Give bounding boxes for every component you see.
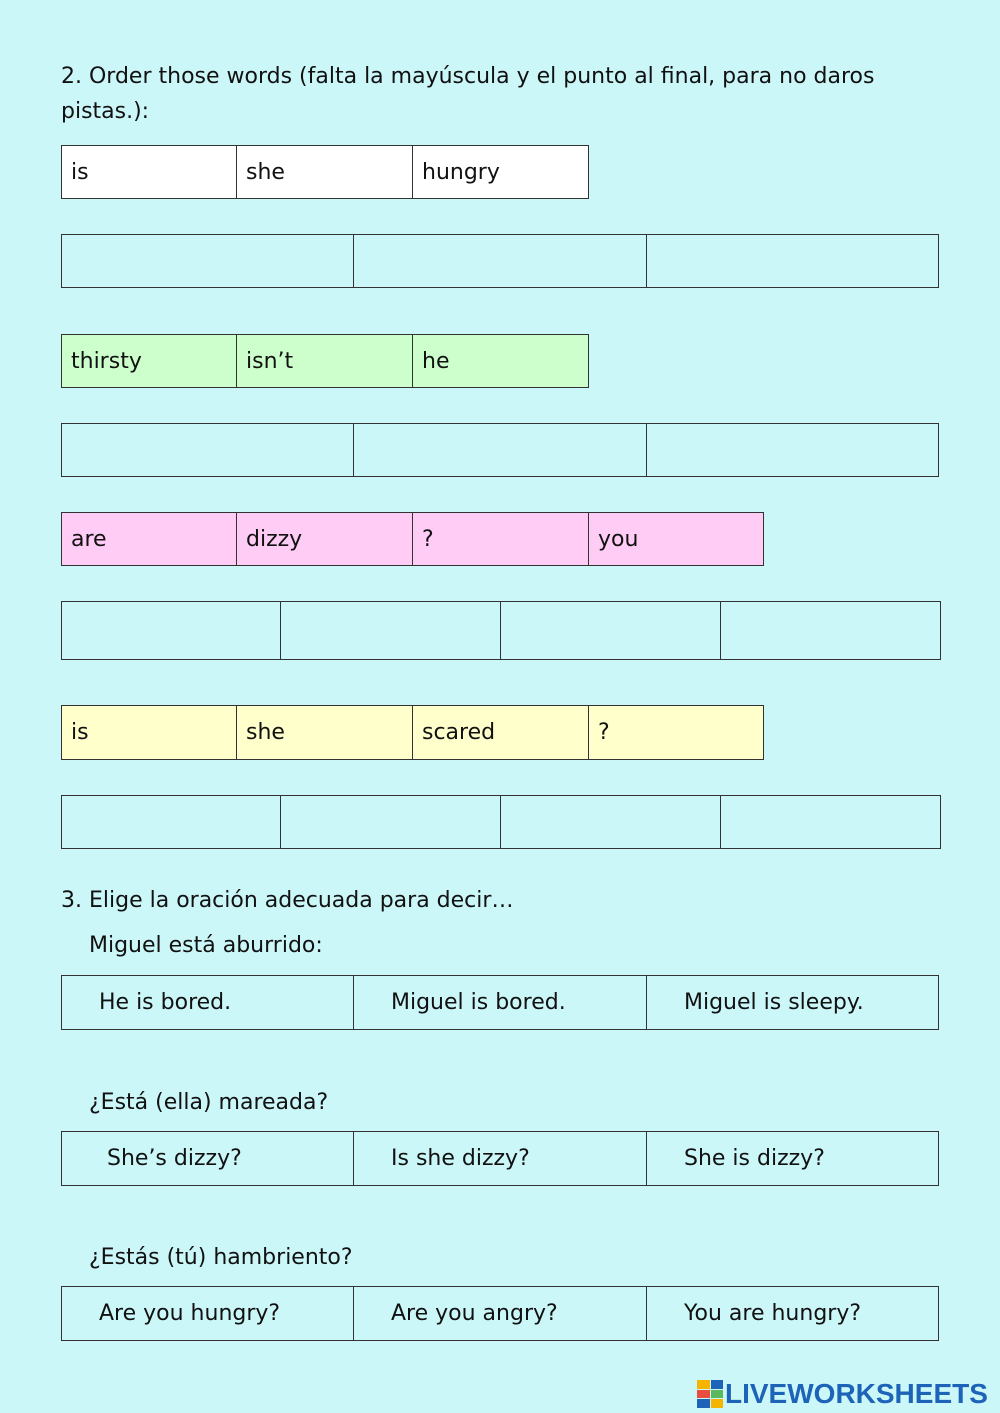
option-button[interactable]: She is dizzy?: [646, 1131, 939, 1186]
word-tile[interactable]: you: [588, 512, 764, 566]
word-row-2: [61, 334, 589, 388]
word-tile[interactable]: dizzy: [236, 512, 413, 566]
answer-slot[interactable]: [61, 795, 281, 849]
answer-slot[interactable]: [61, 423, 354, 477]
answer-row-4: [61, 795, 941, 849]
answer-slot[interactable]: [500, 601, 721, 660]
answer-slot[interactable]: [646, 234, 939, 288]
word-row-3: [61, 512, 764, 566]
word-row-1: [61, 145, 589, 199]
liveworksheets-brand: LIVEWORKSHEETS: [725, 1378, 988, 1409]
word-row-4: [61, 705, 764, 760]
answer-slot[interactable]: [353, 234, 647, 288]
answer-slot[interactable]: [500, 795, 721, 849]
word-tile[interactable]: thirsty: [61, 334, 237, 388]
answer-slot[interactable]: [280, 601, 501, 660]
word-tile[interactable]: is: [61, 145, 237, 199]
answer-slot[interactable]: [353, 423, 647, 477]
option-button[interactable]: She’s dizzy?: [61, 1131, 354, 1186]
answer-row-2: [61, 423, 939, 477]
option-button[interactable]: Are you angry?: [353, 1286, 647, 1341]
section-2-heading-line1: 2. Order those words (falta la mayúscula y el punto al final, para no daros: [61, 64, 875, 89]
word-tile[interactable]: he: [412, 334, 589, 388]
answer-row-1: [61, 234, 939, 288]
answer-slot[interactable]: [61, 234, 354, 288]
word-tile[interactable]: she: [236, 145, 413, 199]
options-row-2: [61, 1131, 939, 1186]
word-tile[interactable]: she: [236, 705, 413, 760]
answer-slot[interactable]: [720, 795, 941, 849]
liveworksheets-logo: [697, 1378, 988, 1410]
options-row-3: [61, 1286, 939, 1341]
word-tile[interactable]: ?: [412, 512, 589, 566]
options-row-1: [61, 975, 939, 1030]
word-tile[interactable]: are: [61, 512, 237, 566]
word-tile[interactable]: ?: [588, 705, 764, 760]
option-button[interactable]: Is she dizzy?: [353, 1131, 647, 1186]
option-button[interactable]: Miguel is bored.: [353, 975, 647, 1030]
word-tile[interactable]: isn’t: [236, 334, 413, 388]
answer-slot[interactable]: [280, 795, 501, 849]
question-prompt-2: ¿Está (ella) mareada?: [89, 1090, 329, 1115]
answer-slot[interactable]: [720, 601, 941, 660]
question-prompt-3: ¿Estás (tú) hambriento?: [89, 1245, 353, 1270]
option-button[interactable]: Are you hungry?: [61, 1286, 354, 1341]
option-button[interactable]: He is bored.: [61, 975, 354, 1030]
option-button[interactable]: You are hungry?: [646, 1286, 939, 1341]
answer-slot[interactable]: [61, 601, 281, 660]
liveworksheets-logo-icon: [697, 1380, 723, 1408]
word-tile[interactable]: is: [61, 705, 237, 760]
answer-row-3: [61, 601, 941, 660]
word-tile[interactable]: scared: [412, 705, 589, 760]
option-button[interactable]: Miguel is sleepy.: [646, 975, 939, 1030]
word-tile[interactable]: hungry: [412, 145, 589, 199]
section-2-heading-line2: pistas.):: [61, 99, 150, 124]
question-prompt-1: Miguel está aburrido:: [89, 933, 323, 958]
section-3-heading: 3. Elige la oración adecuada para decir…: [61, 888, 514, 913]
answer-slot[interactable]: [646, 423, 939, 477]
